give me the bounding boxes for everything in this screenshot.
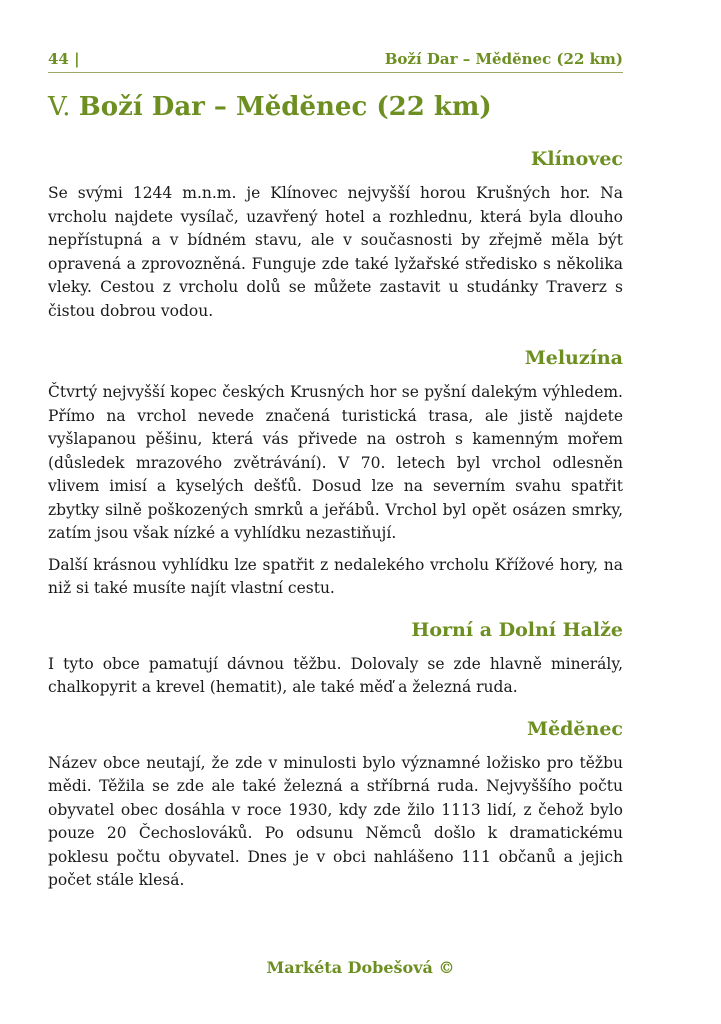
page-header [48,50,623,73]
section-horni-a-dolni-halze [48,617,623,700]
page-footer [0,958,721,977]
section-heading: Horní a Dolní Halže [411,618,623,641]
running-title: Boží Dar – Mědĕnec (22 km) [384,50,623,68]
section-heading: Meluzína [524,347,623,369]
page-number: 44 | [48,50,80,68]
chapter-title [48,92,492,122]
chapter-numeral: V. [48,92,71,122]
paragraph: Další krásnou vyhlídku lze spatřit z nedalekého vrcholu Křížové hory, na niž si také musíte najít vlastní cestu. [48,555,623,597]
paragraph: Název obce neutají, že zde v minulosti bylo významné ložisko pro těžbu mědi. Těžila se zde ale také železná a stříbrná ruda. Nejvyššího počtu obyvatel obec dosáhla v roce 1930, kdy zde žilo 1113 lidí, z čehož bylo pouze 20 Čechoslováků. Po odsunu Němců došlo k dramatickému poklesu počtu obyvatel. Dnes je v obci nahlášeno 111 občanů a jejich počet stále klesá. [48,753,623,889]
section-klinovec [48,146,623,323]
section-meluzina [48,345,623,601]
chapter-title-text: Boží Dar – Mědĕnec (22 km) [78,92,492,122]
paragraph: I tyto obce pamatují dávnou těžbu. Dolovaly se zde hlavně minerály, chalkopyrit a krevel (hematit), ale také měď a železná ruda. [48,654,623,696]
section-heading: Mědĕnec [527,717,623,740]
paragraph: Se svými 1244 m.n.m. je Klínovec nejvyšší horou Krušných hor. Na vrcholu najdete vysílač, uzavřený hotel a rozhlednu, která byla dlouho nepřístupná a v bídném stavu, ale v současnosti by zřejmě měla být opravená a zprovozněná. Funguje zde také lyžařské středisko s několika vleky. Cestou z vrcholu dolů se můžete zastavit u studánky Traverz s čistou dobrou vodou. [48,184,623,320]
section-heading: Klínovec [530,148,623,170]
paragraph: Čtvrtý nejvyšší kopec českých Krusných hor se pyšní dalekým výhledem. Přímo na vrchol nevede značená turistická trasa, ale jistě najdete vyšlapanou pěšinu, která vás přivede na ostroh s kamenným mořem (důsledek mrazového zvětrávání). V 70. letech byl vrchol odlesněn vlivem imisí a kyselých dešťů. Dosud lze na severním svahu spatřit zbytky silně poškozených smrků a jeřábů. Vrchol byl opět osázen smrky, zatím jsou však nízké a vyhlídku nezastiňují. [48,383,623,542]
author-credit: Markéta Dobešová © [266,958,455,977]
page-body [48,146,623,901]
section-medenec [48,716,623,893]
